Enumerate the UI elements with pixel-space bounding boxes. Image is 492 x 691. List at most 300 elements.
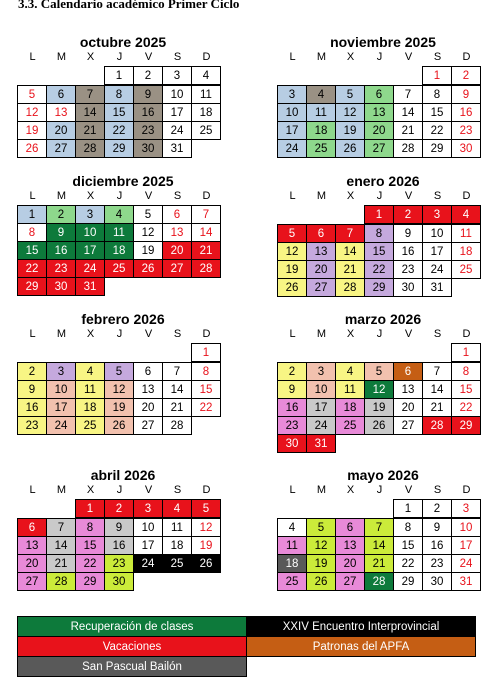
day-cell: 28 — [75, 139, 105, 158]
weekday-label: L — [289, 484, 296, 496]
day-cell: 16 — [17, 398, 47, 417]
day-cell: 29 — [422, 139, 452, 158]
day-cell: 10 — [75, 223, 105, 242]
day-cell: 10 — [46, 380, 76, 399]
day-cell: 13 — [335, 536, 365, 555]
day-cell: 6 — [133, 362, 163, 381]
day-cell: 11 — [162, 518, 192, 537]
weekday-label: J — [116, 484, 123, 496]
day-cell: 6 — [46, 85, 76, 104]
weekday-header — [278, 483, 488, 497]
weekday-label: D — [202, 328, 211, 340]
day-grid — [18, 343, 228, 434]
day-cell: 13 — [393, 380, 423, 399]
weekday-label: S — [173, 328, 182, 340]
day-cell: 22 — [393, 554, 423, 573]
day-cell: 21 — [46, 554, 76, 573]
day-cell: 5 — [191, 499, 221, 518]
day-cell: 18 — [277, 554, 307, 573]
weekday-label: M — [56, 190, 67, 202]
weekday-header — [278, 327, 488, 341]
weekday-label: J — [116, 328, 123, 340]
day-cell: 1 — [104, 66, 134, 85]
day-cell: 30 — [277, 434, 307, 453]
weekday-label: L — [289, 190, 296, 202]
day-cell: 2 — [422, 499, 452, 518]
day-cell: 30 — [104, 572, 134, 591]
empty-cell — [18, 499, 47, 518]
weekday-header — [278, 189, 488, 203]
empty-cell — [365, 343, 394, 362]
empty-cell — [76, 66, 105, 85]
weekday-label: S — [433, 484, 442, 496]
day-cell: 9 — [46, 223, 76, 242]
day-cell: 6 — [335, 518, 365, 537]
weekday-label: J — [376, 328, 383, 340]
weekday-header — [18, 189, 228, 203]
day-grid — [18, 205, 228, 295]
day-cell: 12 — [104, 380, 134, 399]
day-cell: 22 — [422, 121, 452, 140]
empty-cell — [307, 205, 336, 224]
day-cell: 4 — [162, 499, 192, 518]
weekday-label: L — [289, 51, 296, 63]
day-cell: 6 — [17, 518, 47, 537]
day-cell: 6 — [364, 85, 394, 104]
day-cell: 8 — [191, 362, 221, 381]
day-cell: 3 — [75, 205, 105, 224]
day-cell: 2 — [17, 362, 47, 381]
day-cell: 30 — [451, 139, 481, 158]
day-cell: 24 — [46, 416, 76, 435]
day-grid — [278, 205, 488, 296]
day-cell: 1 — [75, 499, 105, 518]
day-cell: 27 — [17, 572, 47, 591]
day-cell: 23 — [277, 416, 307, 435]
day-cell: 11 — [277, 536, 307, 555]
day-cell: 17 — [46, 398, 76, 417]
weekday-label: V — [404, 328, 413, 340]
day-cell: 18 — [335, 398, 365, 417]
day-cell: 14 — [191, 223, 221, 242]
day-cell: 4 — [75, 362, 105, 381]
day-cell: 27 — [133, 416, 163, 435]
empty-cell — [278, 499, 307, 518]
day-cell: 5 — [364, 362, 394, 381]
day-cell: 24 — [133, 554, 163, 573]
day-cell: 21 — [162, 398, 192, 417]
day-cell: 7 — [393, 85, 423, 104]
legend-item: XXIV Encuentro Interprovincial — [246, 616, 476, 637]
weekday-label: X — [346, 190, 355, 202]
day-grid — [278, 343, 488, 452]
day-cell: 19 — [277, 260, 307, 279]
weekday-label: D — [462, 190, 471, 202]
weekday-header — [18, 483, 228, 497]
day-cell: 21 — [191, 241, 221, 260]
day-cell: 10 — [451, 518, 481, 537]
day-cell: 31 — [306, 434, 336, 453]
day-cell: 20 — [335, 554, 365, 573]
day-cell: 30 — [393, 278, 423, 297]
day-cell: 2 — [46, 205, 76, 224]
day-cell: 3 — [422, 205, 452, 224]
day-grid — [18, 499, 228, 590]
day-cell: 26 — [364, 416, 394, 435]
day-cell: 6 — [306, 224, 336, 243]
day-cell: 19 — [306, 554, 336, 573]
day-cell: 26 — [104, 416, 134, 435]
day-cell: 20 — [46, 121, 76, 140]
day-cell: 17 — [277, 121, 307, 140]
day-cell: 4 — [104, 205, 134, 224]
day-cell: 4 — [191, 66, 221, 85]
weekday-label: M — [316, 484, 327, 496]
day-cell: 2 — [277, 362, 307, 381]
day-cell: 16 — [104, 536, 134, 555]
day-cell: 31 — [75, 277, 105, 296]
month-january-2026 — [278, 173, 488, 296]
month-may-2026 — [278, 467, 488, 590]
day-cell: 17 — [306, 398, 336, 417]
day-cell: 14 — [75, 103, 105, 122]
day-cell: 4 — [451, 205, 481, 224]
day-cell: 25 — [104, 259, 134, 278]
day-cell: 5 — [335, 85, 365, 104]
day-cell: 28 — [191, 259, 221, 278]
day-cell: 11 — [451, 224, 481, 243]
day-cell: 8 — [451, 362, 481, 381]
day-cell: 19 — [133, 241, 163, 260]
day-cell: 12 — [133, 223, 163, 242]
day-cell: 14 — [46, 536, 76, 555]
day-cell: 19 — [104, 398, 134, 417]
day-cell: 23 — [451, 121, 481, 140]
day-cell: 31 — [422, 278, 452, 297]
day-cell: 16 — [451, 103, 481, 122]
day-cell: 3 — [451, 499, 481, 518]
day-cell: 19 — [335, 121, 365, 140]
day-cell: 11 — [306, 103, 336, 122]
empty-cell — [47, 343, 76, 362]
day-cell: 1 — [364, 205, 394, 224]
month-title: octubre 2025 — [79, 34, 167, 50]
day-cell: 23 — [422, 554, 452, 573]
weekday-label: S — [173, 484, 182, 496]
day-cell: 20 — [393, 398, 423, 417]
day-cell: 8 — [17, 223, 47, 242]
day-cell: 25 — [451, 260, 481, 279]
day-cell: 29 — [393, 572, 423, 591]
weekday-label: V — [144, 328, 153, 340]
day-cell: 15 — [17, 241, 47, 260]
day-cell: 13 — [133, 380, 163, 399]
day-cell: 7 — [335, 224, 365, 243]
day-cell: 12 — [306, 536, 336, 555]
month-title: abril 2026 — [90, 467, 156, 483]
weekday-label: X — [346, 484, 355, 496]
day-cell: 7 — [364, 518, 394, 537]
weekday-label: M — [56, 484, 67, 496]
day-cell: 7 — [162, 362, 192, 381]
day-cell: 20 — [17, 554, 47, 573]
empty-cell — [278, 205, 307, 224]
day-cell: 7 — [422, 362, 452, 381]
weekday-label: X — [86, 484, 95, 496]
day-cell: 29 — [451, 416, 481, 435]
day-cell: 21 — [335, 260, 365, 279]
day-cell: 11 — [104, 223, 134, 242]
weekday-header — [278, 50, 488, 64]
day-cell: 20 — [133, 398, 163, 417]
day-cell: 20 — [162, 241, 192, 260]
weekday-label: D — [462, 328, 471, 340]
day-cell: 30 — [133, 139, 163, 158]
day-cell: 26 — [191, 554, 221, 573]
weekday-label: D — [462, 484, 471, 496]
day-cell: 18 — [306, 121, 336, 140]
day-cell: 17 — [451, 536, 481, 555]
day-cell: 19 — [191, 536, 221, 555]
weekday-label: V — [404, 51, 413, 63]
day-cell: 8 — [75, 518, 105, 537]
empty-cell — [76, 343, 105, 362]
weekday-label: J — [116, 51, 123, 63]
month-title: diciembre 2025 — [72, 173, 174, 189]
day-cell: 28 — [364, 572, 394, 591]
day-cell: 24 — [306, 416, 336, 435]
weekday-label: X — [86, 190, 95, 202]
weekday-label: J — [116, 190, 123, 202]
day-cell: 23 — [104, 554, 134, 573]
day-cell: 22 — [191, 398, 221, 417]
weekday-label: M — [316, 51, 327, 63]
day-cell: 15 — [191, 380, 221, 399]
day-cell: 24 — [422, 260, 452, 279]
day-cell: 4 — [335, 362, 365, 381]
day-cell: 27 — [46, 139, 76, 158]
day-cell: 23 — [393, 260, 423, 279]
day-cell: 14 — [364, 536, 394, 555]
day-cell: 27 — [393, 416, 423, 435]
day-cell: 9 — [422, 518, 452, 537]
day-cell: 15 — [75, 536, 105, 555]
empty-cell — [105, 343, 134, 362]
day-cell: 19 — [17, 121, 47, 140]
day-cell: 24 — [75, 259, 105, 278]
day-cell: 26 — [306, 572, 336, 591]
day-cell: 22 — [451, 398, 481, 417]
empty-cell — [394, 66, 423, 85]
day-cell: 3 — [306, 362, 336, 381]
day-cell: 13 — [306, 242, 336, 261]
day-cell: 9 — [104, 518, 134, 537]
empty-cell — [336, 343, 365, 362]
day-cell: 1 — [393, 499, 423, 518]
weekday-label: M — [316, 190, 327, 202]
weekday-label: V — [144, 190, 153, 202]
day-cell: 26 — [335, 139, 365, 158]
day-cell: 18 — [75, 398, 105, 417]
weekday-label: S — [433, 328, 442, 340]
weekday-label: X — [86, 328, 95, 340]
empty-cell — [307, 66, 336, 85]
day-cell: 16 — [133, 103, 163, 122]
day-cell: 1 — [422, 66, 452, 85]
empty-cell — [18, 66, 47, 85]
day-cell: 7 — [46, 518, 76, 537]
day-cell: 21 — [422, 398, 452, 417]
day-cell: 16 — [422, 536, 452, 555]
weekday-label: V — [144, 484, 153, 496]
day-cell: 12 — [17, 103, 47, 122]
day-cell: 15 — [451, 380, 481, 399]
weekday-label: X — [346, 328, 355, 340]
empty-cell — [18, 343, 47, 362]
empty-cell — [423, 343, 452, 362]
day-cell: 14 — [393, 103, 423, 122]
day-cell: 8 — [393, 518, 423, 537]
empty-cell — [307, 499, 336, 518]
day-cell: 11 — [75, 380, 105, 399]
day-cell: 25 — [191, 121, 221, 140]
day-cell: 18 — [162, 536, 192, 555]
day-cell: 2 — [451, 66, 481, 85]
day-cell: 30 — [422, 572, 452, 591]
month-march-2026 — [278, 311, 488, 452]
day-cell: 14 — [335, 242, 365, 261]
weekday-label: S — [433, 51, 442, 63]
day-cell: 28 — [162, 416, 192, 435]
month-october-2025 — [18, 34, 228, 157]
empty-cell — [336, 66, 365, 85]
day-cell: 8 — [364, 224, 394, 243]
day-cell: 17 — [422, 242, 452, 261]
day-cell: 16 — [46, 241, 76, 260]
day-cell: 4 — [306, 85, 336, 104]
day-cell: 27 — [306, 278, 336, 297]
day-cell: 25 — [335, 416, 365, 435]
weekday-label: S — [433, 190, 442, 202]
day-cell: 22 — [104, 121, 134, 140]
day-cell: 5 — [277, 224, 307, 243]
legend — [18, 616, 476, 676]
day-cell: 17 — [162, 103, 192, 122]
empty-cell — [163, 343, 192, 362]
weekday-header — [18, 50, 228, 64]
month-april-2026 — [18, 467, 228, 590]
day-cell: 8 — [422, 85, 452, 104]
empty-cell — [47, 499, 76, 518]
weekday-label: J — [376, 51, 383, 63]
day-cell: 7 — [191, 205, 221, 224]
day-cell: 3 — [162, 66, 192, 85]
day-cell: 27 — [364, 139, 394, 158]
day-grid — [278, 66, 488, 157]
day-cell: 10 — [306, 380, 336, 399]
day-cell: 19 — [364, 398, 394, 417]
day-cell: 13 — [364, 103, 394, 122]
weekday-label: L — [29, 484, 36, 496]
day-cell: 3 — [133, 499, 163, 518]
weekday-label: V — [144, 51, 153, 63]
day-cell: 21 — [393, 121, 423, 140]
day-cell: 13 — [46, 103, 76, 122]
weekday-label: L — [29, 328, 36, 340]
day-cell: 15 — [422, 103, 452, 122]
day-cell: 24 — [277, 139, 307, 158]
weekday-label: M — [56, 51, 67, 63]
day-cell: 25 — [75, 416, 105, 435]
day-cell: 24 — [451, 554, 481, 573]
weekday-label: V — [404, 484, 413, 496]
day-cell: 14 — [422, 380, 452, 399]
weekday-label: D — [202, 51, 211, 63]
day-cell: 12 — [277, 242, 307, 261]
legend-item: San Pascual Bailón — [17, 656, 247, 677]
section-heading: 3.3. Calendario académico Primer Ciclo — [18, 0, 240, 11]
month-title: enero 2026 — [346, 173, 420, 189]
day-cell: 26 — [277, 278, 307, 297]
empty-cell — [134, 343, 163, 362]
day-cell: 28 — [46, 572, 76, 591]
day-cell: 9 — [393, 224, 423, 243]
day-cell: 16 — [277, 398, 307, 417]
day-cell: 6 — [393, 362, 423, 381]
month-title: marzo 2026 — [344, 311, 422, 327]
day-cell: 2 — [104, 499, 134, 518]
day-cell: 10 — [133, 518, 163, 537]
empty-cell — [365, 66, 394, 85]
day-cell: 10 — [422, 224, 452, 243]
day-cell: 10 — [162, 85, 192, 104]
weekday-label: L — [29, 51, 36, 63]
month-december-2025 — [18, 173, 228, 295]
day-cell: 16 — [393, 242, 423, 261]
day-cell: 21 — [75, 121, 105, 140]
day-cell: 30 — [46, 277, 76, 296]
empty-cell — [47, 66, 76, 85]
day-cell: 13 — [162, 223, 192, 242]
month-title: noviembre 2025 — [330, 34, 436, 50]
weekday-header — [18, 327, 228, 341]
day-cell: 9 — [17, 380, 47, 399]
weekday-label: L — [289, 328, 296, 340]
day-cell: 28 — [393, 139, 423, 158]
day-cell: 27 — [162, 259, 192, 278]
day-grid — [18, 66, 228, 157]
month-november-2025 — [278, 34, 488, 157]
day-cell: 4 — [277, 518, 307, 537]
day-cell: 24 — [162, 121, 192, 140]
weekday-label: X — [86, 51, 95, 63]
day-cell: 26 — [133, 259, 163, 278]
day-cell: 10 — [277, 103, 307, 122]
weekday-label: D — [462, 51, 471, 63]
day-cell: 25 — [277, 572, 307, 591]
empty-cell — [336, 499, 365, 518]
day-cell: 14 — [162, 380, 192, 399]
weekday-label: V — [404, 190, 413, 202]
day-cell: 5 — [133, 205, 163, 224]
day-cell: 22 — [17, 259, 47, 278]
day-cell: 23 — [46, 259, 76, 278]
day-cell: 12 — [364, 380, 394, 399]
weekday-label: S — [173, 190, 182, 202]
day-cell: 1 — [17, 205, 47, 224]
day-cell: 12 — [335, 103, 365, 122]
empty-cell — [336, 205, 365, 224]
